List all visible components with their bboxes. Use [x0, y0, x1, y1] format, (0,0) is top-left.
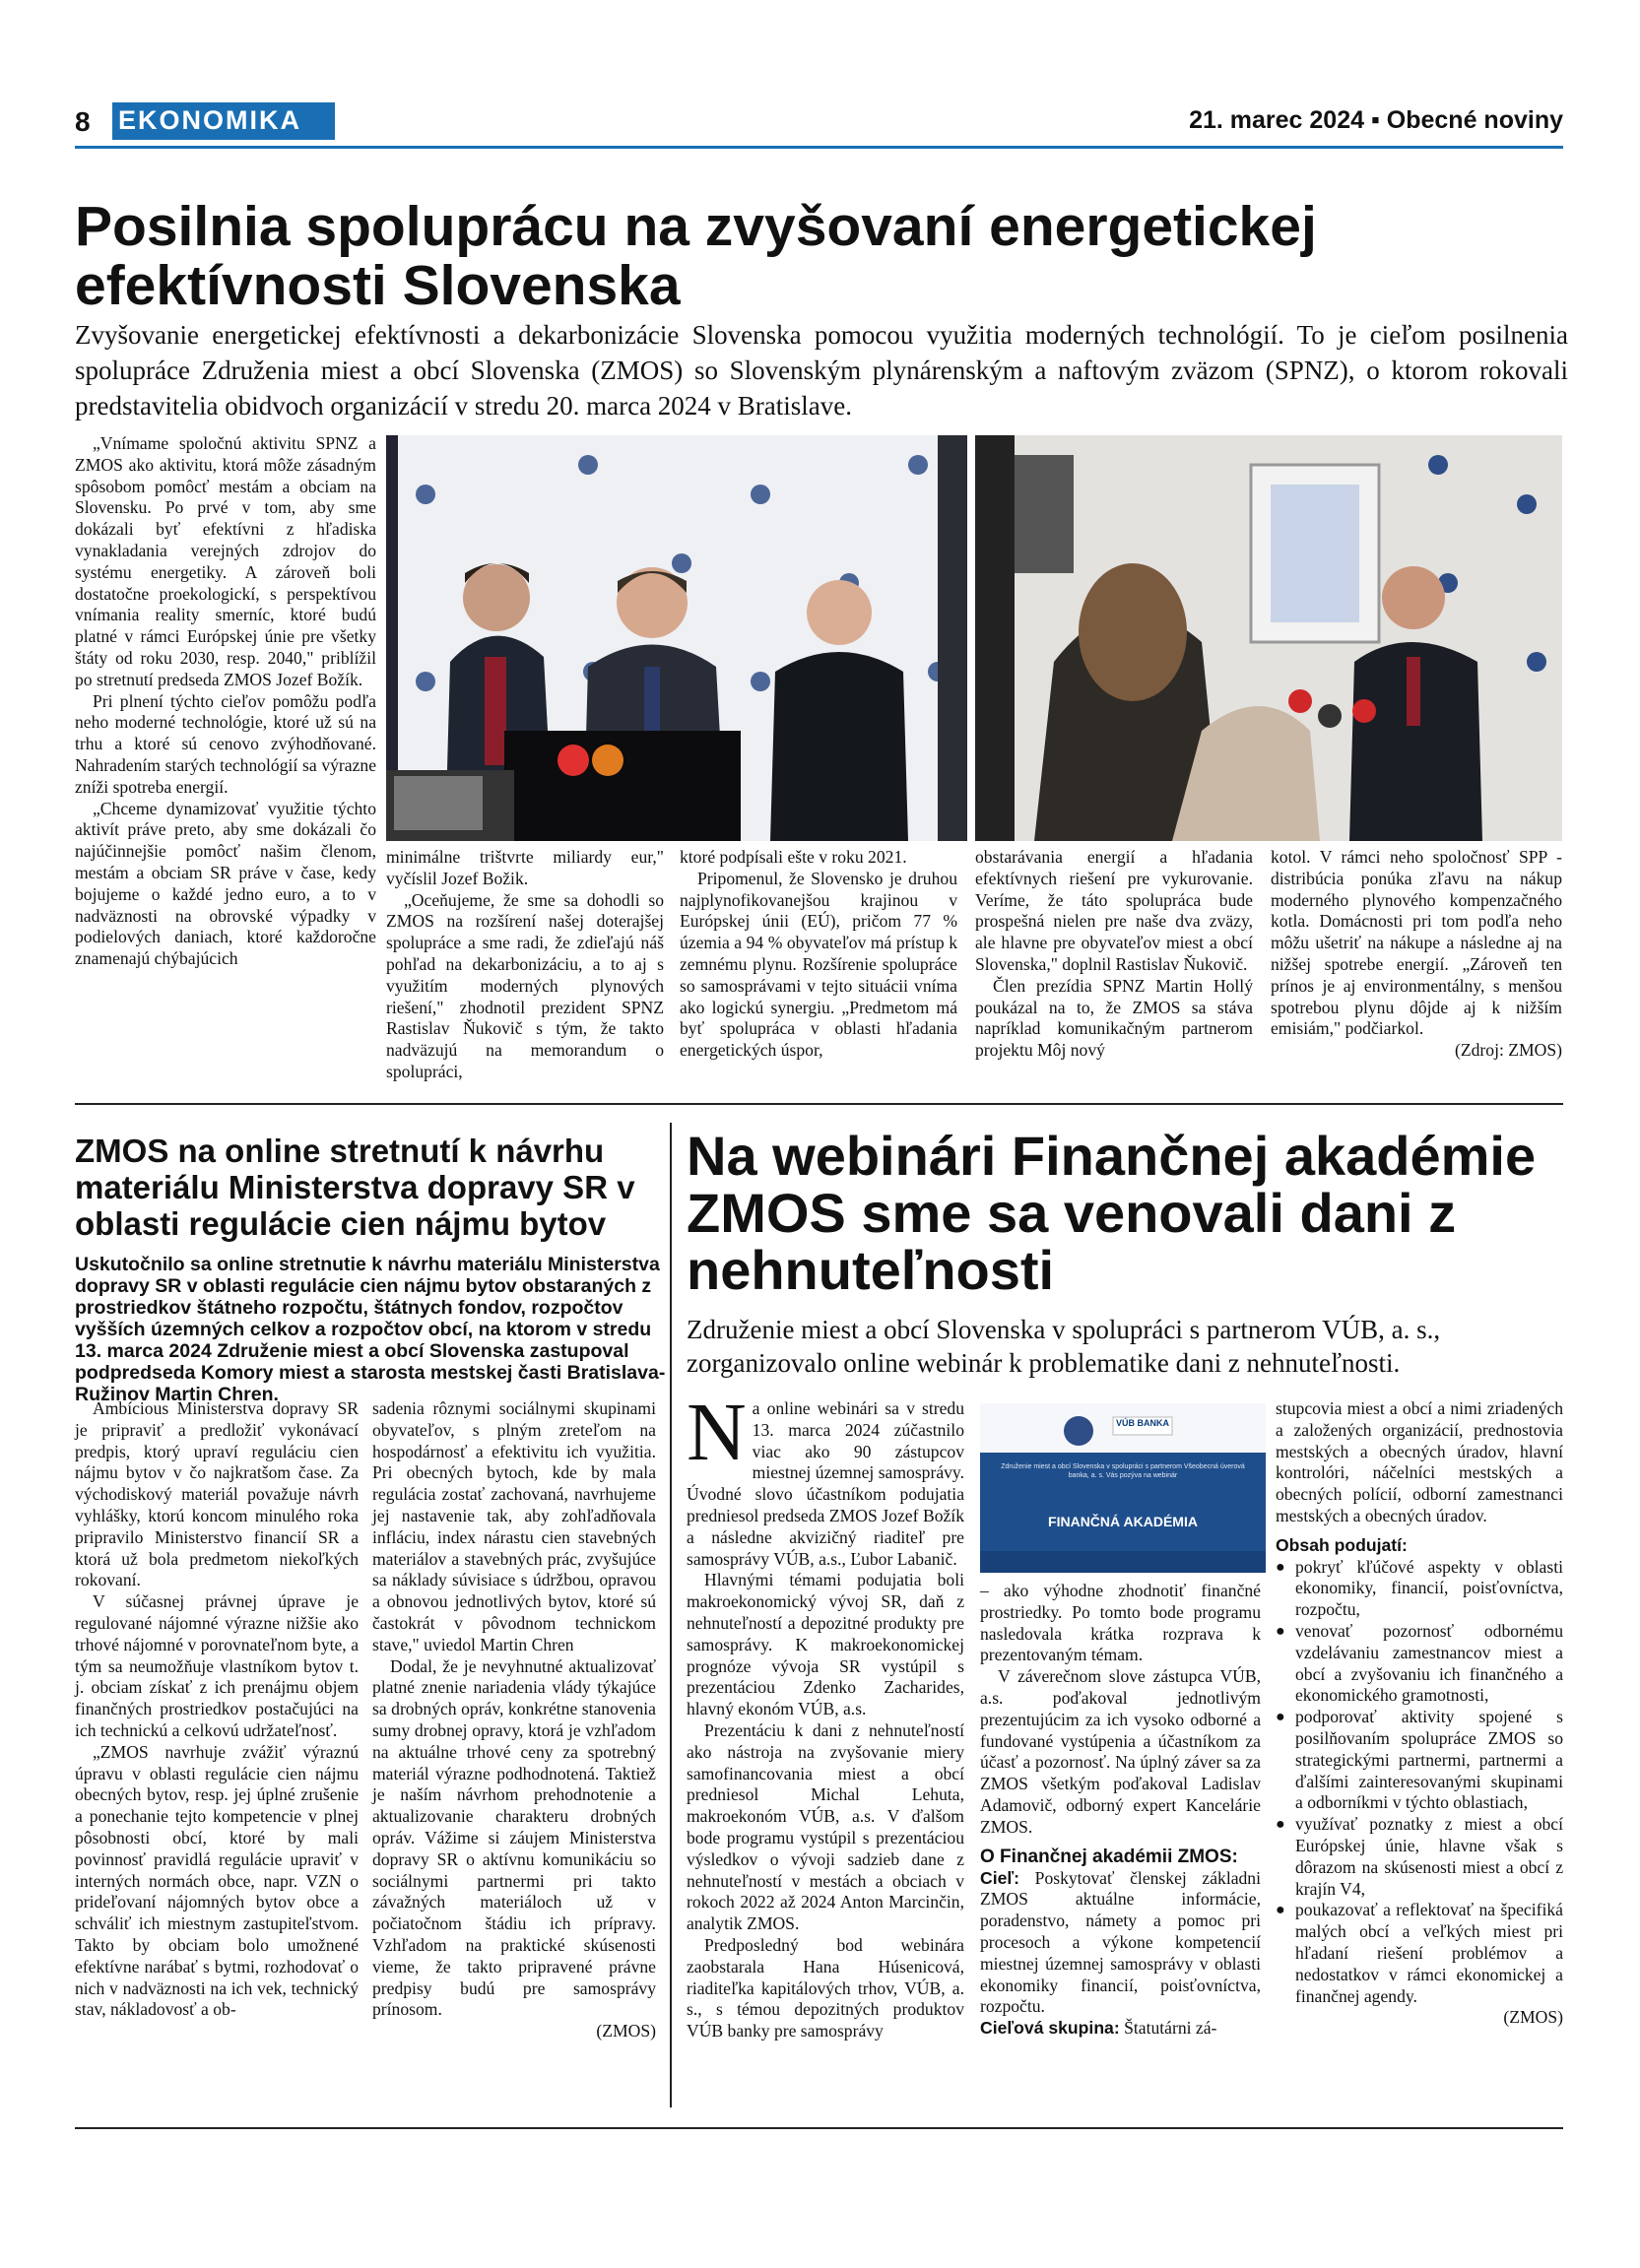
bullet-item: ● poukazovať a reflektovať na špecifiká malých obcí a veľkých miest pri hľadaní riešení problémov a nedostatkov v rámci ekonomickej a finančnej agendy.	[1276, 1900, 1563, 2007]
bullet-item: ● pokryť kľúčové aspekty v oblasti ekonomiky, financií, poisťovníctva, rozpočtu,	[1276, 1557, 1563, 1621]
article2-col1	[75, 1398, 359, 2021]
paragraph: kotol. V rámci neho spoločnosť SPP - distribúcia ponúka zľavu na nákup moderného plynového kompenzačného kotla. Domácnosti pri tom podľa neho môžu ušetriť na nákupe a následne aj na nižšej spotrebe energií. „Zároveň ten prínos je aj environmentálny, s menšou spotrebou plynu dôjde aj k nižším emisiám," podčiarkol.	[1271, 847, 1562, 1039]
paragraph: Hlavnými témami podujatia boli makroekonomický vývoj SR, daň z nehnuteľností a depozitné produkty pre samosprávy. K makroekonomickej prognóze vývoja SR vystúpil s prezentáciou Zdenko Zacharides, hlavný ekonóm VÚB, a.s.	[687, 1570, 964, 1719]
article3-col2	[980, 1581, 1261, 2040]
paragraph: – ako výhodne zhodnotiť finančné prostriedky. Po tomto bode programu nasledovala krátka rozprava k prezentovaným témam.	[980, 1581, 1261, 1665]
paragraph: Prezentáciu k dani z nehnuteľností ako nástroja na zvyšovanie miery samofinancovania miest a obcí predniesol Michal Lehuta, makroekonóm VÚB, a.s. V ďalšom bode programu vystúpil s prezentáciou výsledkov o vývoji sadzieb dane z nehnuteľností v mestách a obciach v rokoch 2022 až 2024 Anton Marcinčin, analytik ZMOS.	[687, 1719, 964, 1934]
paragraph: sadenia rôznymi sociálnymi skupinami obyvateľov, s plným zreteľom na hospodárnosť a efektivitu ich využitia. Pri obecných bytoch, kde by mala regulácia zostať zachovaná, navrhujeme jej nastavenie tak, aby zohľadňovala infláciu, index nárastu cien stavebných materiálov a stavebných prác, zvyšujúce sa náklady súvisiace s údržbou, opravou a obnovou jednotlivých bytov, ktoré sú častokrát v pôvodnom technickom stave," uviedol Martin Chren	[372, 1398, 656, 1654]
article2-col2	[372, 1398, 656, 2042]
article1-col4	[975, 847, 1253, 1062]
page-number: 8	[75, 106, 91, 137]
article3-col1	[687, 1387, 964, 2042]
image-caption-small: Združenie miest a obcí Slovenska v spolupráci s partnerom Všeobecná úverová banka, a. s. Vás pozýva na webinár	[1001, 1463, 1245, 1479]
paragraph: V súčasnej právnej úprave je regulované nájomné výrazne nižšie ako trhové nájomné v porovnateľnom byte, a tým sa neumožňuje vlastníkom bytov t. j. obciam získať z ich prenájmu objem finančných prostriedkov postačujúci na ich technickú a celkovú udržateľnosť.	[75, 1591, 359, 1740]
article1-lead: Zvyšovanie energetickej efektívnosti a dekarbonizácie Slovenska pomocou využitia moderných technológií. To je cieľom posilnenia spolupráce Združenia miest a obcí Slovenska (ZMOS) so Slovenským plynárenským a naftovým zväzom (SPNZ), o ktorom rokovali predstavitelia obidvoch organizácií v stredu 20. marca 2024 v Bratislave.	[75, 320, 1568, 421]
paragraph: Cieľ: Poskytovať členskej základni ZMOS aktuálne informácie, poradenstvo, námety a pomoc pri procesoch a výkone kompetencií miestnej územnej samosprávy v oblasti ekonomiky financií, poisťovníctva, rozpočtu.	[980, 1867, 1261, 2017]
date-paper: 21. marec 2024 ▪ Obecné noviny	[1189, 106, 1563, 134]
paragraph: „Chceme dynamizovať využitie týchto aktivít práve preto, aby sme dokázali čo najúčinnejšie pomôcť našim členom, mestám a obciam SR práve v čase, kedy bojujeme o každé jedno euro, a to v nadväznosti na obrovské výpadky v podielových daniach, ktoré každoročne znamenajú chýbajúcich	[75, 798, 376, 969]
paragraph: Dodal, že je nevyhnutné aktualizovať platné znenie nariadenia vlády týkajúce sa drobných opráv, konkrétne stanovenia sumy drobnej opravy, ktorá je vzhľadom na aktuálne trhové ceny za spotrebný materiál výrazne podhodnotená. Taktiež je naším návrhom prehodnotenie a aktualizovanie charakteru drobných opráv. Vážime si záujem Ministerstva dopravy SR o aktívnu komunikáciu so sociálnymi partnermi pri takto závažných materiáloch už v počiatočnom štádiu ich prípravy. Vzhľadom na praktické skúsenosti vieme, že takto pripravené právne predpisy budú pre samosprávy prínosom.	[372, 1655, 656, 2020]
financna-akademia-image	[980, 1403, 1266, 1573]
article3-lead: Združenie miest a obcí Slovenska v spolupráci s partnerom VÚB, a. s., zorganizovalo online webinár k problematike dani z nehnuteľnosti.	[687, 1315, 1441, 1378]
article1-col3	[680, 847, 957, 1062]
bullet-list	[1276, 1557, 1563, 2008]
image-title: FINANČNÁ AKADÉMIA	[1048, 1514, 1198, 1529]
paragraph: obstarávania energií a hľadania efektívnych riešení pre vykurovanie. Veríme, že táto spolupráca bude prospešná nielen pre naše dva zväzy, ale hlavne pre obyvateľov miest a obcí Slovenska," doplnil Rastislav Ňukovič.	[975, 847, 1253, 974]
subhead: O Finančnej akadémii ZMOS:	[980, 1846, 1238, 1867]
bullet-item: ● využívať poznatky z miest a obcí Európskej únie, hlavne však s dôrazom na skúsenosti miest a obcí z krajín V4,	[1276, 1814, 1563, 1900]
paragraph: Pripomenul, že Slovensko je druhou najplynofikovanejšou krajinou v Európskej únii (EÚ), pričom 77 % územia a 94 % obyvateľov má prístup k zemnému plynu. Rozšírenie spolupráce so samosprávami v tejto situácii vníma ako logickú synergiu. „Predmetom má byť spolupráca v oblasti hľadania energetických úspor,	[680, 868, 957, 1061]
article3-title: Na webinári Finančnej akadémie ZMOS sme sa venovali dani z nehnuteľnosti	[687, 1125, 1537, 1301]
paragraph: „ZMOS navrhuje zvážiť výraznú úpravu v oblasti regulácie cien nájmu obecných bytov, resp. jej úplné zrušenie a ponechanie tejto kompetencie v plnej pôsobnosti obcí, ktoré by mali povinnosť pravidlá regulácie upraviť v interných normách obce, napr. VZN o prideľovaní nájomných bytov obce a schváliť ich miestnym zastupiteľstvom. Takto by obciam bolo umožnené efektívne narábať s bytmi, rozhodovať o nich v nadväznosti na ich vek, technický stav, nákladovosť a ob-	[75, 1741, 359, 2020]
paragraph: „Vnímame spoločnú aktivitu SPNZ a ZMOS ako aktivitu, ktorá môže zásadným spôsobom pomôcť mestám a obciam na Slovensku. Po prvé v tom, aby sme dokázali byť efektívni z hľadiska vynakladania verejných zdrojov do systému energetiky. A zároveň boli dostatočne proekologickí, s perspektívou vnímania reality smerníc, ktoré budú platné v rámci Európskej únie pre všetky štáty od roku 2030, resp. 2040," priblížil po stretnutí predseda ZMOS Jozef Božík.	[75, 433, 376, 689]
drop-cap: N	[687, 1387, 747, 1478]
article3-col3	[1276, 1398, 1563, 2029]
bullet-item: ● venovať pozornosť odbornému vzdelávaniu zamestnancov miest a obcí a zvyšovaniu ich finančného a ekonomického gramotnosti,	[1276, 1621, 1563, 1707]
article1-col5	[1271, 847, 1562, 1062]
article1-col2	[386, 847, 664, 1083]
paragraph: Ambícious Ministerstva dopravy SR je pripraviť a predložiť vykonávací predpis, ktorý upraví reguláciu cien nájmu bytov v čo najkratšom čase. Za východiskový materiál považuje návrh vyhlášky, ktorú koncom minulého roka pripravilo Ministerstvo financií SR a ktorá už bola predmetom niekoľkých rokovaní.	[75, 1398, 359, 1590]
paragraph: Člen prezídia SPNZ Martin Hollý poukázal na to, že ZMOS sa stáva napríklad komunikačným partnerom projektu Môj nový	[975, 975, 1253, 1061]
section-label: EKONOMIKA	[112, 102, 335, 140]
article1-col1	[75, 433, 376, 970]
article2-lead: Uskutočnilo sa online stretnutie k návrhu materiálu Ministerstva dopravy SR v oblasti regulácie cien nájmu bytov obstaraných z prostriedkov štátneho rozpočtu, štátnych fondov, rozpočtov vyšších územných celkov a rozpočtov obcí, na ktorom v stredu 13. marca 2024 Združenie miest a obcí Slovenska zastupoval podpredseda Komory miest a starosta mestskej časti Bratislava-Ružinov Martin Chren.	[75, 1254, 666, 1405]
bottom-rule	[75, 2127, 1563, 2129]
article1-title: Posilnia spoluprácu na zvyšovaní energetickej efektívnosti Slovenska	[75, 195, 1317, 317]
photo-interview	[975, 435, 1562, 841]
divider	[75, 1103, 1563, 1105]
paragraph: minimálne trištvrte miliardy eur," vyčíslil Jozef Božik.	[386, 847, 664, 888]
paragraph: stupcovia miest a obcí a nimi zriadených a založených organizácií, prednostovia mestských a obecných úradov, hlavní kontrolóri, náčelníci mestských a obecných polícií, odborní zamestnanci mestských a obecných úradov.	[1276, 1398, 1563, 1525]
source: (Zdroj: ZMOS)	[1455, 1040, 1562, 1061]
source: (ZMOS)	[596, 2021, 656, 2041]
paragraph: Cieľová skupina: Štatutárni zá-	[980, 2018, 1217, 2039]
paragraph: Pri plnení týchto cieľov pomôžu podľa neho moderné technológie, ktoré už sú na trhu a ktoré sú cenovo zvýhodňované. Nahradením starých technológií sa výrazne zníži spotreba energií.	[75, 690, 376, 797]
header-rule	[75, 146, 1563, 149]
paragraph: V záverečnom slove zástupca VÚB, a.s. poďakoval jednotlivým prezentujúcim za ich vysoko odborné a fundované vystúpenia a účastníkom za účasť a pozornosť. Na úplný záver sa za ZMOS všetkým poďakoval Ladislav Adamovič, odborný expert Kancelárie ZMOS.	[980, 1666, 1261, 1837]
paragraph: „Oceňujeme, že sme sa dohodli so ZMOS na rozšírení našej doterajšej spolupráce a sme radi, že zdieľajú náš pohľad na dekarbonizáciu, a to aj s využitím moderných plynových riešení," zhodnotil prezident SPNZ Rastislav Ňukovič s tým, že takto nadväzujú na memorandum o spolupráci,	[386, 889, 664, 1081]
bank-logo-text: VÚB BANKA	[1116, 1418, 1169, 1428]
article2-title: ZMOS na online stretnutí k návrhu materiálu Ministerstva dopravy SR v oblasti regulácie cien nájmu bytov	[75, 1133, 635, 1242]
photo-press-conference	[386, 435, 967, 841]
column-divider	[670, 1123, 672, 2107]
paragraph: Na online webinári sa v stredu 13. marca 2024 zúčastnilo viac ako 90 zástupcov miestnej územnej samosprávy. Úvodné slovo účastníkom podujatia predniesol predseda ZMOS Jozef Božík a následne akvizičný riaditeľ pre samosprávy VÚB, a.s., Ľubor Labanič.	[687, 1387, 964, 1569]
paragraph: ktoré podpísali ešte v roku 2021.	[680, 847, 907, 867]
obsah-label: Obsah podujatí:	[1276, 1534, 1408, 1555]
bullet-item: ● podporovať aktivity spojené s posilňovaním spolupráce ZMOS so strategickými partnermi, partnermi a ďalšími zainteresovanými skupinami a odborníkmi v týchto oblastiach,	[1276, 1707, 1563, 1814]
paragraph: Predposledný bod webinára zaobstarala Hana Húsenicová, riaditeľka kapitálových trhov, VÚB, a. s., s témou depozitných produktov VÚB banky pre samosprávy	[687, 1934, 964, 2041]
source: (ZMOS)	[1503, 2007, 1563, 2028]
